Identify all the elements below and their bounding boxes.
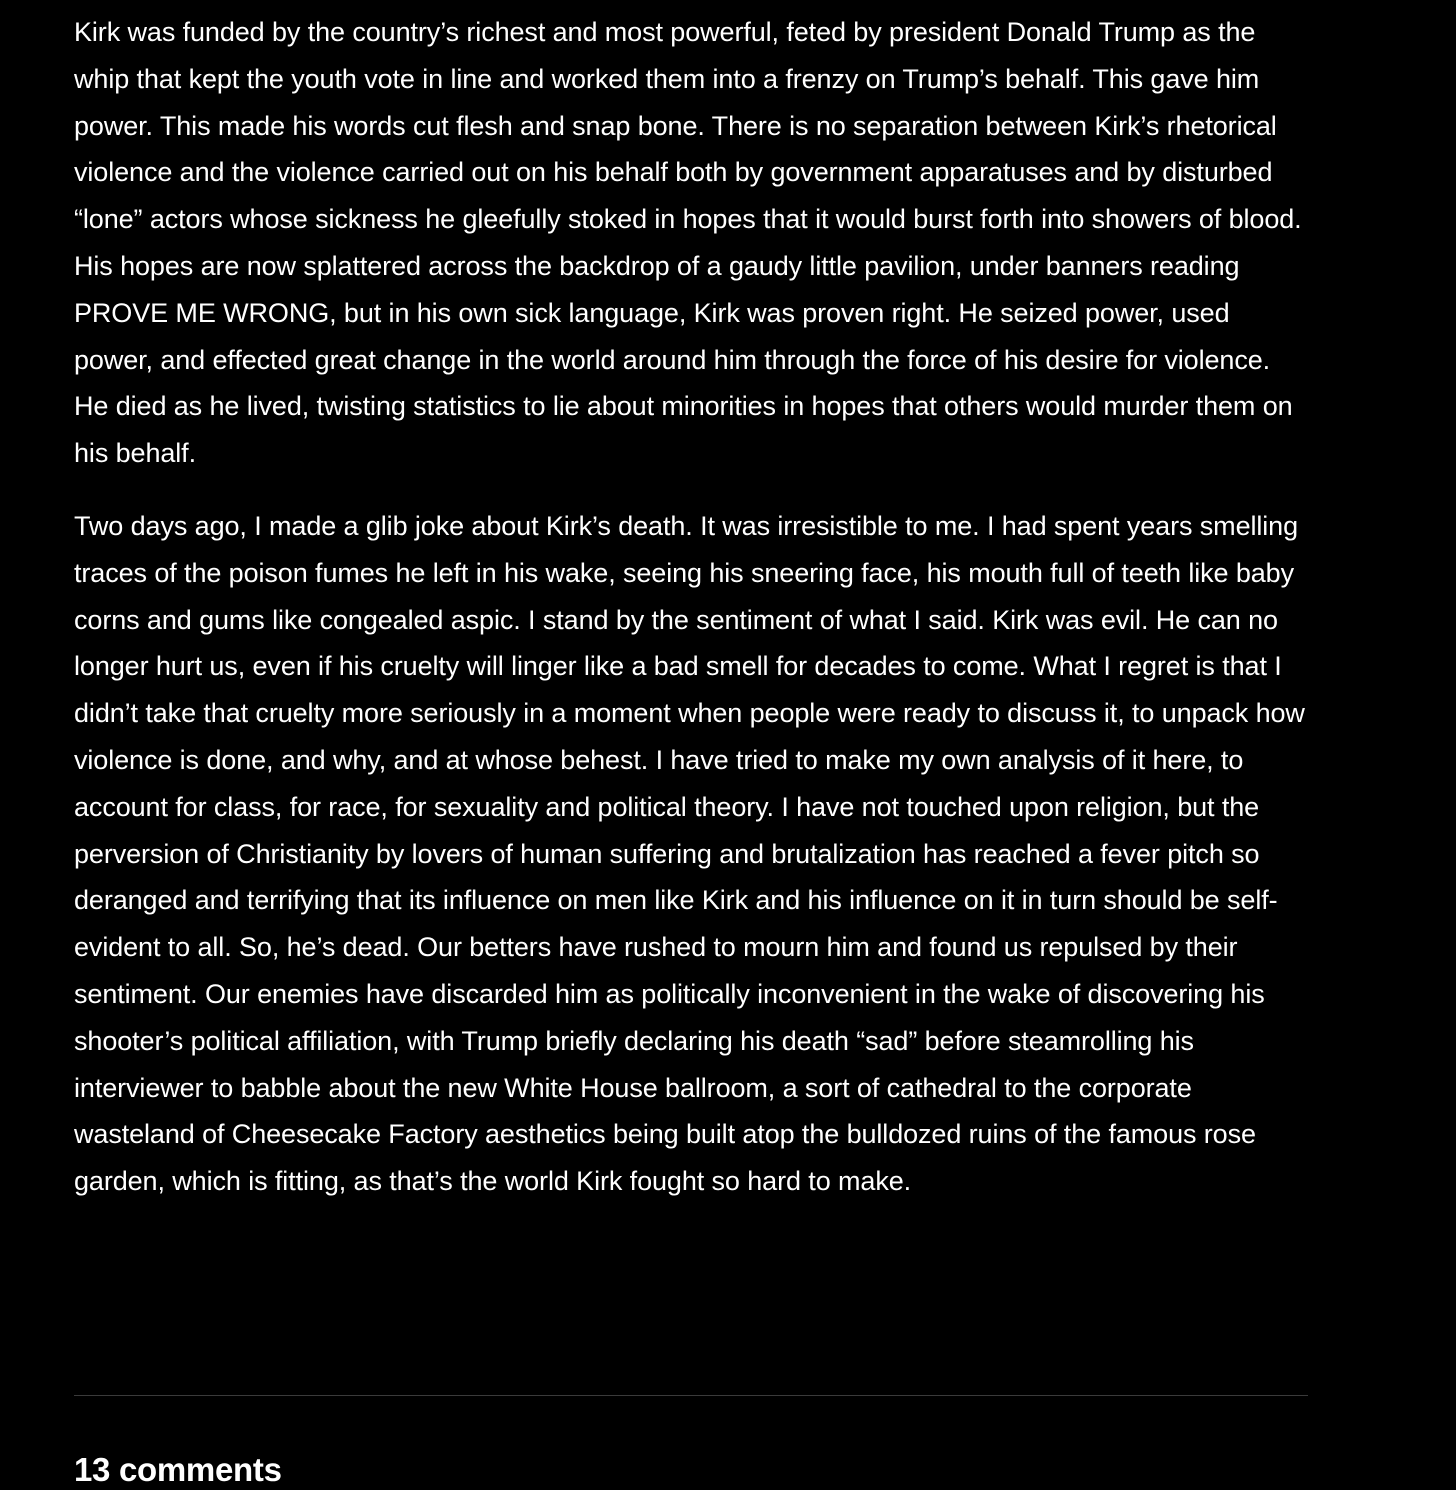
article-paragraph: Two days ago, I made a glib joke about Kirk’s death. It was irresistible to me. I had spent years smelling traces of the poison fumes he left in his wake, seeing his sneering face, his mouth full of teeth like baby corns and gums like congealed aspic. I stand by the sentiment of what I said. Kirk was evil. He can no longer hurt us, even if his cruelty will linger like a bad smell for decades to come. What I regret is that I didn’t take that cruelty more seriously in a moment when people were ready to discuss it, to unpack how violence is done, and why, and at whose behest. I have tried to make my own analysis of it here, to account for class, for race, for sexuality and political theory. I have not touched upon religion, but the perversion of Christianity by lovers of human suffering and brutalization has reached a fever pitch so deranged and terrifying that its influence on men like Kirk and his influence on it in turn should be self-evident to all. So, he’s dead. Our betters have rushed to mourn him and found us repulsed by their sentiment. Our enemies have discarded him as politically inconvenient in the wake of discovering his shooter’s political affiliation, with Trump briefly declaring his death “sad” before steamrolling his interviewer to babble about the new White House ballroom, a sort of cathedral to the corporate wasteland of Cheesecake Factory aesthetics being built atop the bulldozed ruins of the famous rose garden, which is fitting, as that’s the world Kirk fought so hard to make. bbox=[74, 510, 1305, 1197]
comments-heading[interactable]: 13 comments bbox=[74, 1451, 282, 1488]
article-paragraph: Kirk was funded by the country’s richest and most powerful, feted by president Donald Trump as the whip that kept the youth vote in line and worked them into a frenzy on Trump’s behalf. This gave him power. This made his words cut flesh and snap bone. There is no separation between Kirk’s rhetorical violence and the violence carried out on his behalf both by government apparatuses and by disturbed “lone” actors whose sickness he gleefully stoked in hopes that it would burst forth into showers of blood. His hopes are now splattered across the backdrop of a gaudy little pavilion, under banners reading PROVE ME WRONG, but in his own sick language, Kirk was proven right. He seized power, used power, and effected great change in the world around him through the force of his desire for violence. He died as he lived, twisting statistics to lie about minorities in hopes that others would murder them on his behalf. bbox=[74, 17, 1302, 469]
section-divider bbox=[74, 1395, 1308, 1396]
article-body bbox=[74, 9, 1310, 1205]
